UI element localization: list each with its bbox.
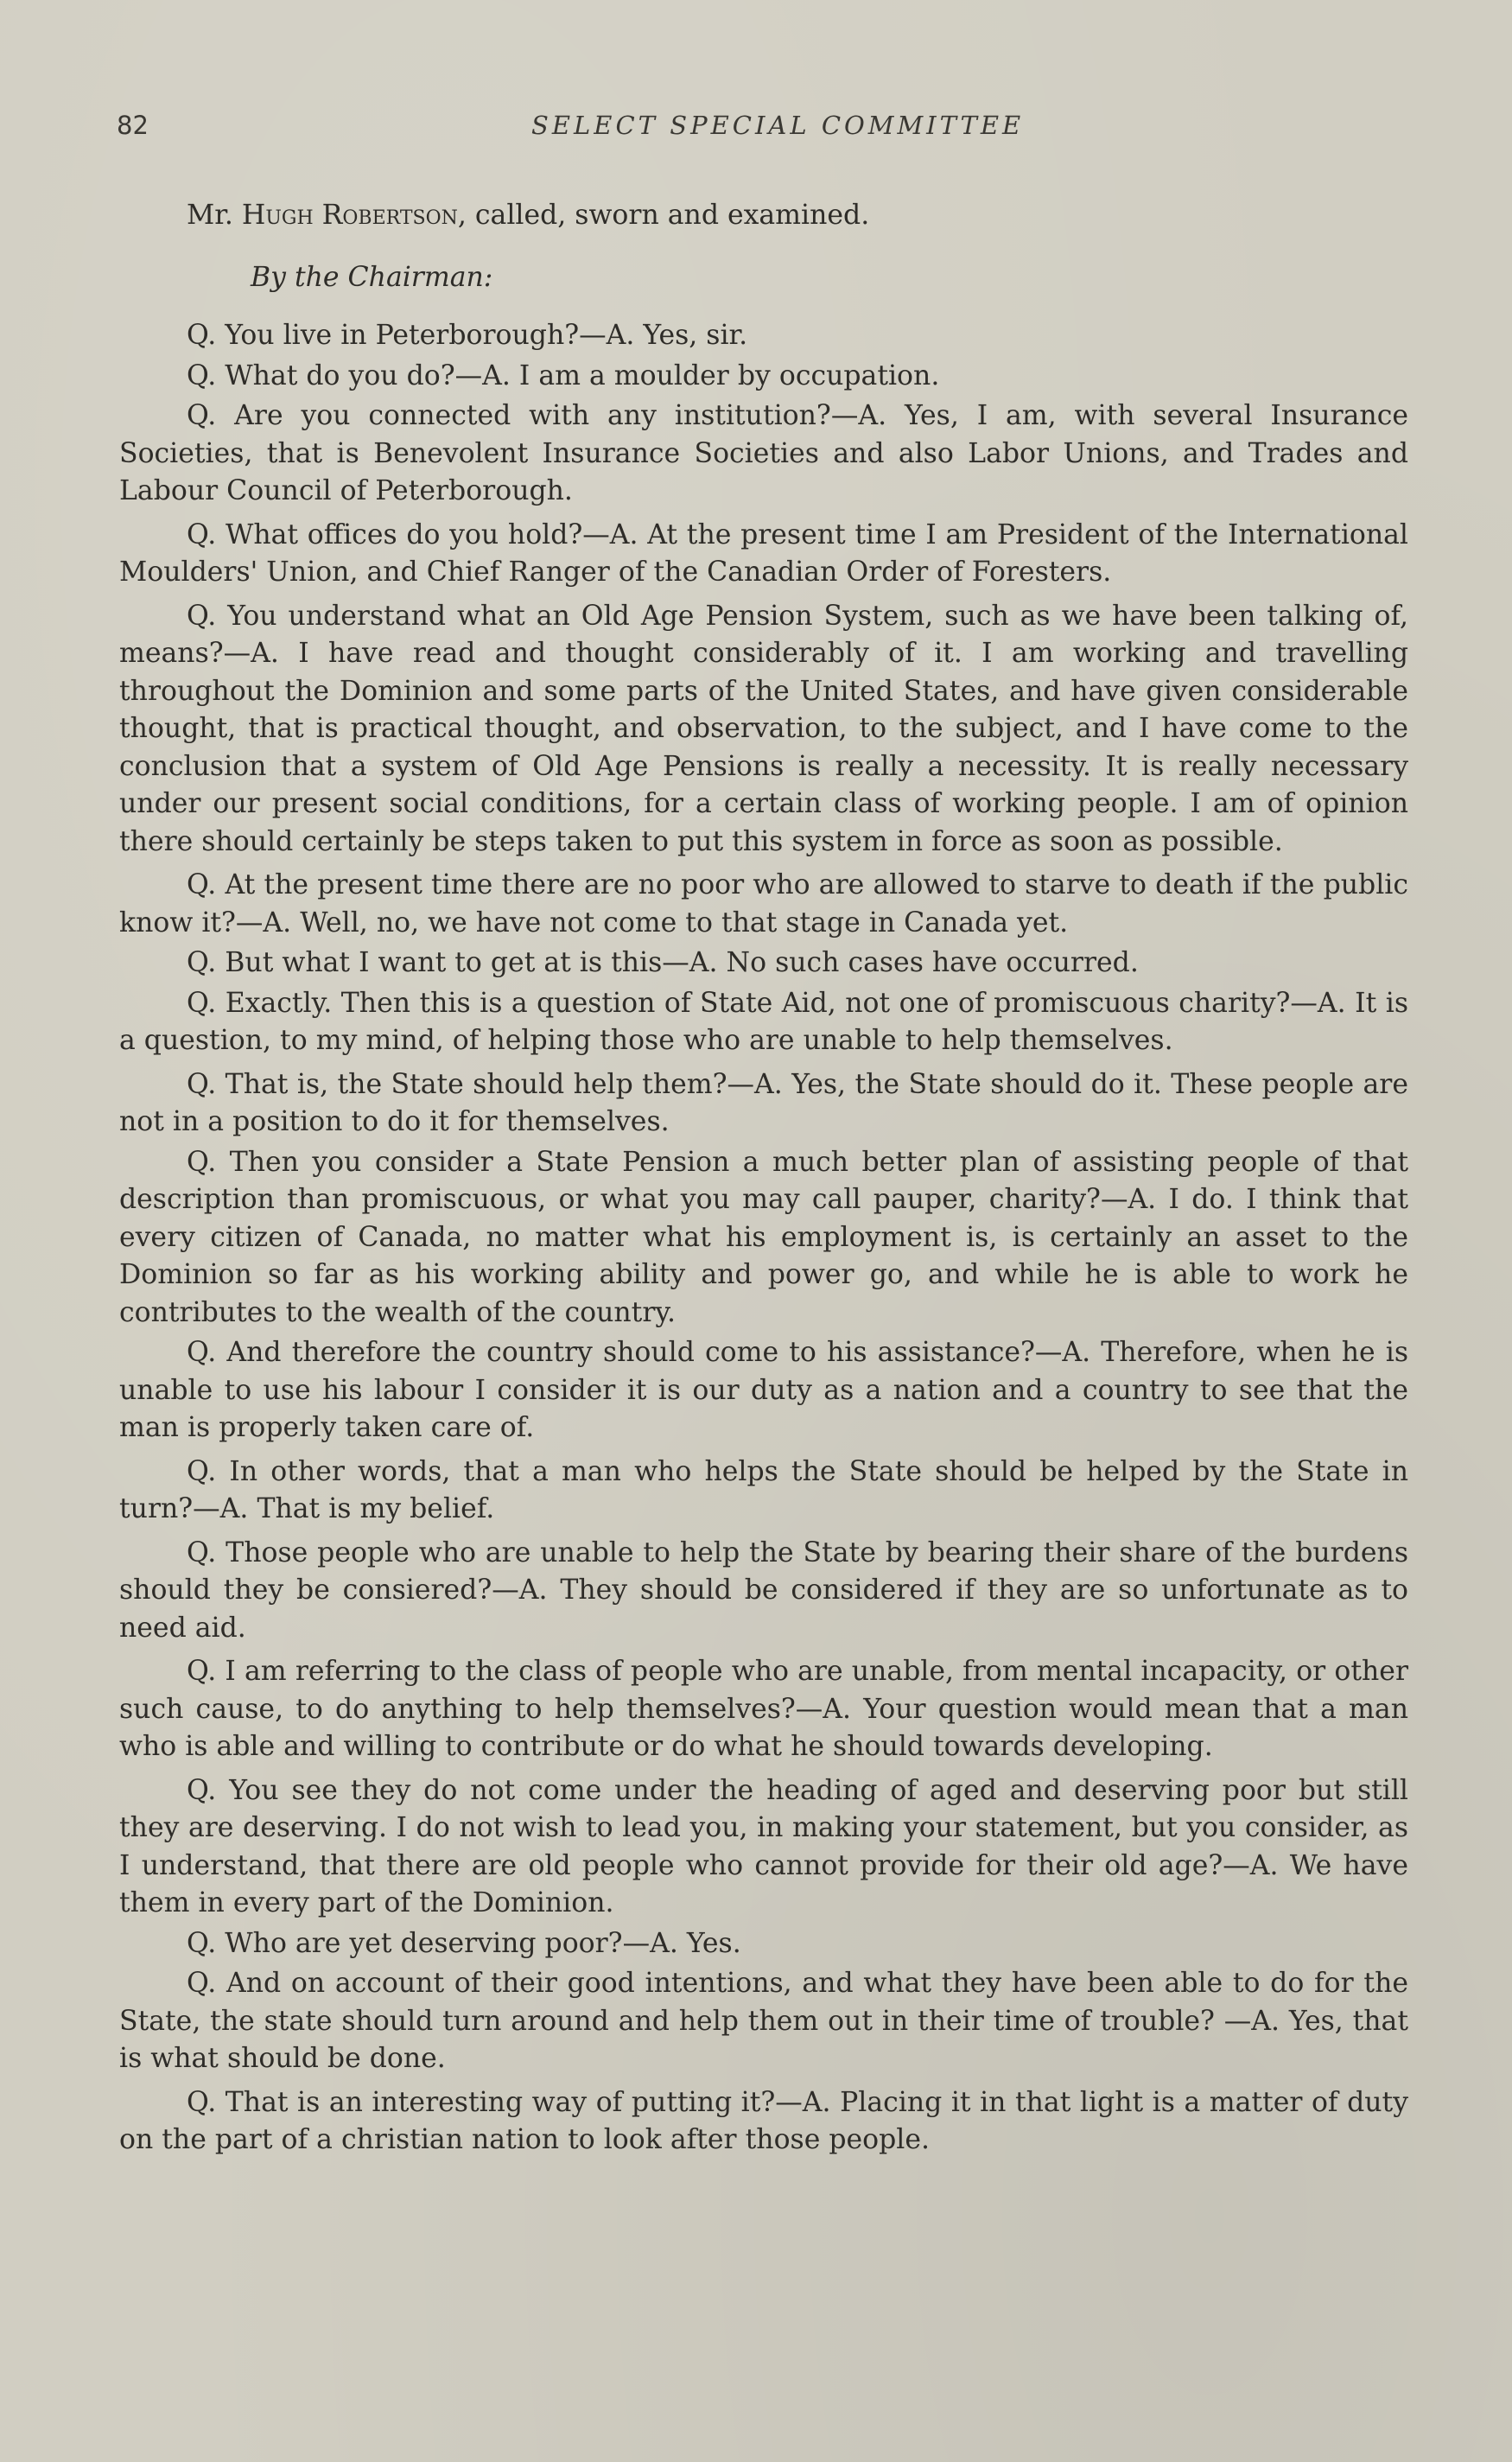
qa-paragraph: Q. Those people who are unable to help the State by bearing their share of the burdens should they be consiered?—A. They should be considered if they are so unfortunate as to need aid. [119, 1536, 1408, 1644]
witness-line [119, 197, 1408, 235]
qa-paragraph: Q. You see they do not come under the heading of aged and deserving poor but still they are deserving. I do not wish to lead you, in making your statement, but you consider, as I understand, that there are old people who cannot provide for their old age?—A. We have them in every part of the Dominion. [119, 1774, 1408, 1918]
qa-paragraph: Q. I am referring to the class of people who are unable, from mental incapacity, or other such cause, to do anything to help themselves?—A. Your question would mean that a man who is able and willing to contribute or do what he should towards developing. [119, 1656, 1408, 1762]
qa-paragraph: Q. But what I want to get at is this—A. No such cases have occurred. [187, 947, 1139, 978]
qa-paragraph: Q. And on account of their good intentions, and what they have been able to do for the State, the state should turn around and help them out in their time of trouble? —A. Yes, that is what should be done. [119, 1968, 1408, 2074]
running-title: SELECT SPECIAL COMMITTEE [531, 111, 1025, 140]
qa-paragraph: Q. That is an interesting way of putting it?—A. Placing it in that light is a matter of duty on the part of a christian nation to look after those people. [119, 2086, 1408, 2155]
qa-paragraph: Q. In other words, that a man who helps the State should be helped by the State in turn?—A. That is my belief. [119, 1455, 1408, 1524]
qa-paragraph: Q. That is, the State should help them?—A. Yes, the State should do it. These people are not in a position to do it for themselves. [119, 1068, 1408, 1137]
witness-name: Hugh Robertson [241, 200, 458, 231]
qa-paragraph: Q. And therefore the country should come to his assistance?—A. Therefore, when he is unable to use his labour I consider it is our duty as a nation and a country to see that the man is properly taken care of. [119, 1337, 1408, 1443]
witness-suffix: , called, sworn and examined. [457, 200, 870, 231]
qa-paragraph: Q. Exactly. Then this is a question of State Aid, not one of promiscuous charity?—A. It is a question, to my mind, of helping those who are unable to help themselves. [119, 987, 1408, 1056]
qa-paragraph: Q. You live in Peterborough?—A. Yes, sir. [187, 320, 748, 351]
qa-paragraph: Q. At the present time there are no poor who are allowed to starve to death if the public know it?—A. Well, no, we have not come to that stage in Canada yet. [119, 869, 1408, 938]
qa-paragraph: Q. Who are yet deserving poor?—A. Yes. [187, 1927, 741, 1959]
qa-paragraph: Q. You understand what an Old Age Pension System, such as we have been talking of, means?—A. I have read and thought considerably of it. I am working and travelling throughout the Dominion and some parts of the United States, and have given considerable thought, that is practical thought, and observation, to the subject, and I have come to the conclusion that a system of Old Age Pensions is really a necessity. It is really necessary under our present social conditions, for a certain class of working people. I am of opinion there should certainly be steps taken to put this system in force as soon as possible. [119, 600, 1408, 857]
qa-paragraph: Q. What do you do?—A. I am a moulder by occupation. [187, 359, 940, 391]
page-header [117, 111, 1413, 145]
qa-paragraph: Q. Then you consider a State Pension a much better plan of assisting people of that description than promiscuous, or what you may call pauper, charity?—A. I do. I think that every citizen of Canada, no matter what his employment is, is certainly an asset to the Dominion so far as his working ability and power go, and while he is able to work he contributes to the wealth of the country. [119, 1146, 1408, 1328]
page-number: 82 [117, 111, 149, 140]
examiner-heading: By the Chairman: [251, 261, 493, 293]
qa-paragraph: Q. Are you connected with any institution?—A. Yes, I am, with several Insurance Societies, that is Benevolent Insurance Societies and also Labor Unions, and Trades and Labour Council of Peterborough. [119, 400, 1408, 506]
transcript-body [119, 197, 1408, 2162]
qa-paragraph: Q. What offices do you hold?—A. At the present time I am President of the International Moulders' Union, and Chief Ranger of the Canadian Order of Foresters. [119, 518, 1408, 588]
witness-prefix: Mr. [187, 200, 242, 231]
